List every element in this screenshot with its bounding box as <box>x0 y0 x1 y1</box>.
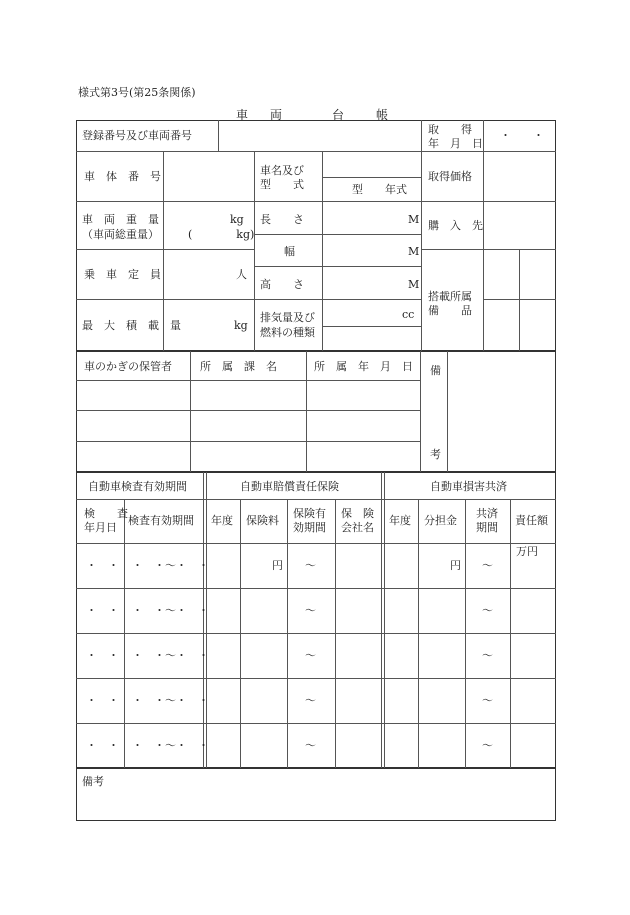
title-char: 帳 <box>376 108 389 122</box>
damage-mutual-header: 自動車損害共済 <box>430 480 507 493</box>
row-valid-period: ・ ・～・ ・ <box>132 559 209 572</box>
gross-weight-unit: ( kg) <box>188 228 255 241</box>
row-mutual-tilde: ～ <box>482 739 493 752</box>
department-date-label: 所 属 年 月 日 <box>314 360 413 373</box>
col-insurance-company-2: 会社名 <box>341 521 374 534</box>
row-mutual-tilde: ～ <box>482 694 493 707</box>
fixtures-label: 搭載所属 <box>428 290 472 303</box>
max-load-label: 最 大 積 載 量 <box>82 319 181 332</box>
col-inspection-date-2: 年月日 <box>84 521 117 534</box>
col-insurance-period-2: 効期間 <box>293 521 326 534</box>
footer-remarks-label: 備考 <box>82 775 104 788</box>
footer-remarks-box <box>76 768 556 821</box>
row-insurance-tilde: ～ <box>305 694 316 707</box>
row-inspection-date: ・ ・ <box>86 649 119 662</box>
col-insurance-period: 保険有 <box>293 507 326 520</box>
row-mutual-tilde: ～ <box>482 649 493 662</box>
inspection-period-header: 自動車検査有効期間 <box>88 480 187 493</box>
car-name-label: 車名及び <box>260 164 304 177</box>
row-inspection-date: ・ ・ <box>86 604 119 617</box>
row-liability-unit: 万円 <box>516 545 538 558</box>
col-inspection-date: 検 査 <box>84 507 128 520</box>
displacement-label: 排気量及び <box>260 311 315 324</box>
row-mutual-tilde: ～ <box>482 559 493 572</box>
form-number: 様式第3号(第25条関係) <box>78 86 196 99</box>
row-valid-period: ・ ・～・ ・ <box>132 739 209 752</box>
col-year: 年度 <box>211 514 233 527</box>
row-insurance-tilde: ～ <box>305 739 316 752</box>
weight-unit: kg <box>230 213 244 226</box>
key-keeper-label: 車のかぎの保管者 <box>84 360 172 373</box>
row-valid-period: ・ ・～・ ・ <box>132 649 209 662</box>
width-unit: M <box>408 245 420 258</box>
acquisition-date-label: 取 得 <box>428 123 472 136</box>
col-share: 分担金 <box>424 514 457 527</box>
row-inspection-date: ・ ・ <box>86 559 119 572</box>
col-valid-period: 検査有効期間 <box>128 514 194 527</box>
row-premium-unit: 円 <box>272 559 283 572</box>
col-mutual-period-2: 期間 <box>476 521 498 534</box>
title-char: 両 <box>270 108 283 122</box>
row-inspection-date: ・ ・ <box>86 694 119 707</box>
cc-unit: cc <box>402 308 415 321</box>
row-mutual-tilde: ～ <box>482 604 493 617</box>
max-load-unit: kg <box>234 319 248 332</box>
gross-weight-label: （車両総重量） <box>82 228 159 241</box>
height-unit: M <box>408 278 420 291</box>
title-char: 台 <box>332 108 345 122</box>
liability-insurance-header: 自動車賠償責任保険 <box>240 480 339 493</box>
model-year-label: 型 年式 <box>352 183 407 196</box>
length-label: 長 さ <box>260 213 304 226</box>
row-valid-period: ・ ・～・ ・ <box>132 694 209 707</box>
acquisition-date-label-2: 年 月 日 <box>428 137 483 150</box>
body-number-label: 車 体 番 号 <box>84 170 161 183</box>
row-share-unit: 円 <box>450 559 461 572</box>
vehicle-weight-label: 車 両 重 量 <box>82 213 159 226</box>
acquisition-date-value: ・ ・ <box>500 129 544 142</box>
title-char: 車 <box>236 108 249 122</box>
height-label: 高 さ <box>260 278 304 291</box>
col-insurance-company: 保 険 <box>341 507 374 520</box>
registration-number-label: 登録番号及び車両番号 <box>82 129 192 142</box>
acquisition-price-label: 取得価格 <box>428 170 472 183</box>
fuel-type-label: 燃料の種類 <box>260 326 315 339</box>
col-liability-amount: 責任額 <box>515 514 548 527</box>
row-insurance-tilde: ～ <box>305 559 316 572</box>
capacity-label: 乗 車 定 員 <box>84 268 161 281</box>
car-model-label: 型 式 <box>260 178 304 191</box>
width-label: 幅 <box>284 245 295 258</box>
department-label: 所 属 課 名 <box>200 360 277 373</box>
length-unit: M <box>408 213 420 226</box>
col-year-mutual: 年度 <box>389 514 411 527</box>
row-insurance-tilde: ～ <box>305 649 316 662</box>
row-insurance-tilde: ～ <box>305 604 316 617</box>
capacity-unit: 人 <box>236 268 247 281</box>
row-inspection-date: ・ ・ <box>86 739 119 752</box>
remarks-label: 備 <box>430 364 441 377</box>
remarks-label-2: 考 <box>430 448 441 461</box>
fixtures-label-2: 備 品 <box>428 304 472 317</box>
purchase-source-label: 購 入 先 <box>428 219 483 232</box>
col-mutual-period: 共済 <box>476 507 498 520</box>
col-premium: 保険料 <box>246 514 279 527</box>
row-valid-period: ・ ・～・ ・ <box>132 604 209 617</box>
